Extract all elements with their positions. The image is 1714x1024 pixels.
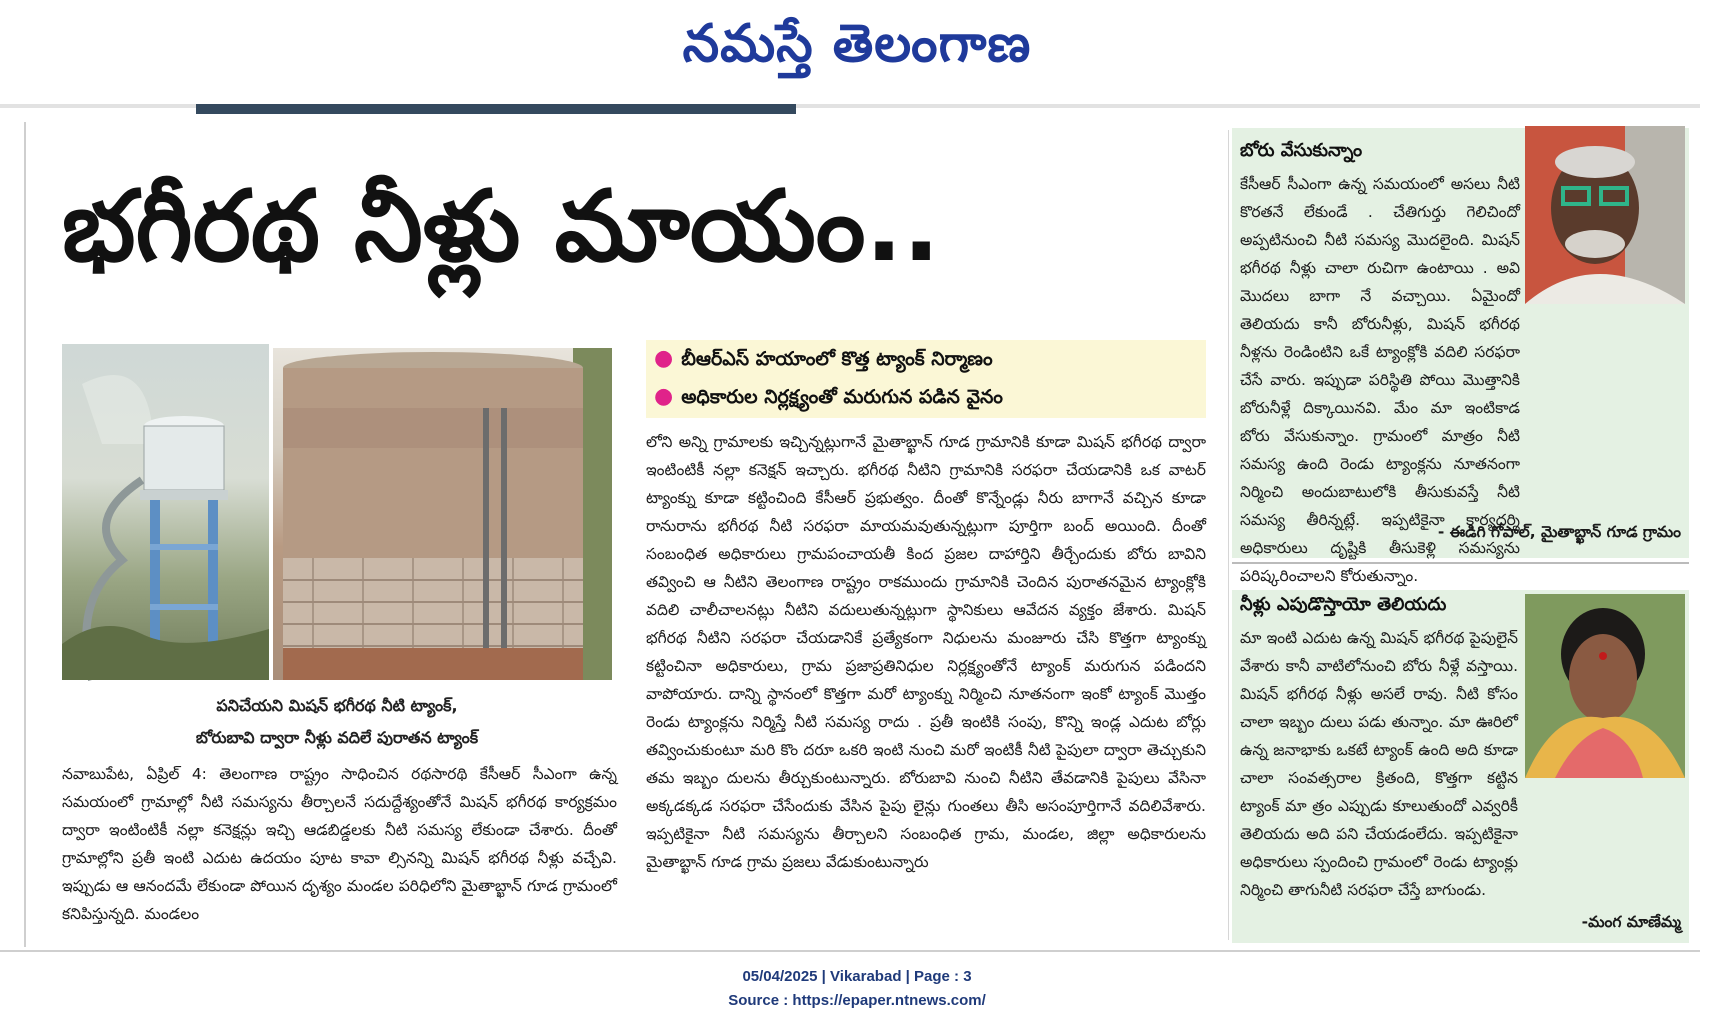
page-footer [0, 965, 1714, 1013]
subheadline-2: ● అధికారుల నిర్లక్ష్యంతో మరుగున పడిన వైనం [654, 384, 1003, 409]
article-body-middle: లోని అన్ని గ్రామాలకు ఇచ్చిన్నట్లుగానే మైతాబ్ఖాన్ గూడ గ్రామానికి కూడా మిషన్ భగీరథ ద్వారా ఇంటింటికీ నల్లా కనెక్షన్ ఇచ్చారు. భగీరథ నీటిని గ్రామానికి సరఫరా చేయడానికి ఒక వాటర్ ట్యాంక్ను కూడా కట్టించింది కేసీఆర్ ప్రభుత్వం. దీంతో కొన్నేండ్లు నీరు బాగానే వచ్చిన కూడా రానురాను భగీరథ నీటి సరఫరా మాయమవుతున్నట్లుగా పూర్తిగా బంద్ అయింది. దీంతో సంబంధిత అధికారులు గ్రామపంచాయతీ కింద ప్రజల దాహార్తిని తీర్చేందుకు బోరు బావిని తవ్వించి ఆ నీటిని తెలంగాణ రాష్ట్రం రాకముందు గ్రామానికి చెందిన పురాతనమైన ట్యాంక్లోకి వదిలి చాలీచాలనట్లు నీటిని వదులుతున్నట్లుగా స్థానికులు ఆవేదన వ్యక్తం జేశారు. మిషన్ భగీరథ నీటిని సరఫరా చేయడానికే ప్రత్యేకంగా నిధులను మంజూరు చేసి కొత్తగా ట్యాంక్ను కట్టించినా అధికారులు, గ్రామ ప్రజాప్రతినిధుల నిర్లక్ష్యంతోనే ట్యాంక్ మరుగున పడిందని వాపోయారు. దాన్ని స్థానంలో కొత్తగా మరో ట్యాంక్ను నిర్మించి నూతనంగా ఇంకో ట్యాంక్ మొత్తం రెండు ట్యాంక్లను నిర్మిస్తే నీటి సమస్య రాదు . ప్రతీ ఇంటికి సంపు, కొన్ని ఇండ్ల ఎదుట బోర్లు తవ్వించుకుంటూ మరి కొం దరూ ఒకరి ఇంటి నుంచి మరో ఇంటికీ నీటి పైపులా ద్వారా తెచ్చుకుని తమ ఇబ్బం దులను తీర్చుకుంటున్నారు. బోరుబావి నుంచి నీటిని తేవడానికి పైపులు వేసినా అక్కడక్కడ సరఫరా చేసేందుకు వేసిన పైపు లైన్లు గుంతలు తీసి అసంపూర్తిగానే వదిలివేశారు. ఇప్పటికైనా నీటి సమస్యను తీర్చాలని సంబంధిత గ్రామ, మండల, జిల్లా అధికారులను మైతాబ్ఖాన్ గూడ గ్రామ ప్రజలు వేడుకుంటున్నారు [646, 433, 1206, 871]
subheadline-box [646, 340, 1206, 418]
portrait-mangamma [1525, 594, 1685, 778]
page-bottom-rule [0, 950, 1700, 952]
portrait-man-illustration [1525, 126, 1685, 304]
subheadline-1: ● బీఆర్ఎస్ హయాంలో కొత్త ట్యాంక్ నిర్మాణం [654, 346, 993, 371]
portrait-gopal [1525, 126, 1685, 304]
bullet-icon: ● [654, 384, 674, 409]
photo-caption [62, 690, 612, 754]
old-tank-illustration [273, 348, 612, 680]
sidebar-separator [1232, 562, 1689, 564]
masthead-accent-bar [196, 104, 796, 114]
left-column-rule [24, 122, 26, 947]
bullet-icon: ● [654, 346, 674, 371]
photo-old-tank [273, 348, 612, 680]
sidebar-body-2-text: మా ఇంటి ఎదుట ఉన్న మిషన్ భగీరథ పైపులైన్ వేశారు కానీ వాటిలోనుంచి బోరు నీళ్లే వస్తాయి. మిషన్ భగీరథ నీళ్లు అసలే రావు. నీటి కోసం చాలా ఇబ్బం దులు పడు తున్నాం. మా ఊరిలో ఉన్న జనాభాకు ఒకటే ట్యాంక్ ఉంది అది కూడా చాలా సంవత్సరాల క్రితంది, కొత్తగా కట్టిన ట్యాంక్ మా త్రం ఎప్పుడు కూలుతుందో ఎవ్వరికీ తెలియదు అది పని చేయడంలేదు. ఇప్పటికైనా అధికారులు స్పందించి గ్రామంలో రెండు ట్యాంక్లు నిర్మించి తాగునీటి సరఫరా చేస్తే బాగుండు. [1240, 629, 1518, 899]
headline: భగీరథ నీళ్లు మాయం.. [62, 170, 940, 284]
footer-date-edition: 05/04/2025 | Vikarabad | Page : 3 [742, 968, 972, 985]
newspaper-logo: నమస్తే తెలంగాణ [682, 14, 1032, 74]
sidebar-heading-1: బోరు వేసుకున్నాం [1240, 140, 1363, 161]
masthead [0, 0, 1714, 84]
sidebar-heading-2: నీళ్లు ఎపుడొస్తాయో తెలియదు [1240, 594, 1447, 615]
sidebar-signature-1: - ఈడిగి గోపాల్, మైతాబ్ఖాన్ గూడ గ్రామం [1437, 523, 1681, 541]
side-column-rule [1228, 130, 1229, 940]
water-tower-illustration [62, 344, 269, 680]
sidebar-body-1a [1240, 170, 1520, 585]
caption-line-2: బోరుబావి ద్వారా నీళ్లు వదిలే పురాతన ట్యాంక్ [195, 728, 479, 747]
sidebar-body-1-text: కేసీఆర్ సీఎంగా ఉన్న సమయంలో అసలు నీటి కొరతనే లేకుండే . చేతిగుర్తు గెలిచిందో అప్పటినుంచి నీటి సమస్య మొదలైంది. మిషన్ భగీరథ నీళ్లు చాలా రుచిగా ఉంటాయి . అవి మొదలు బాగా నే వచ్చాయి. ఏమైందో తెలియదు కానీ బోరునీళ్లు, మిషన్ భగీరథ నీళ్లను రెండింటిని ఒకే ట్యాంక్లోకి వదిలి సరఫరా చేసే వారు. ఇప్పుడా పరిస్థితి పోయి మొత్తానికి బోరునీళ్లే దిక్కాయినవి. మేం మా ఇంటికాడ బోరు వేసుకున్నాం. గ్రామంలో మాత్రం నీటి సమస్య ఉంది రెండు ట్యాంక్లను నూతనంగా నిర్మించి అందుబాటులోకి తీసుకువస్తే నీటి సమస్య తీరిన్నట్లే. ఇప్పటికైనా కార్యదర్శి అధికారులు దృష్టికి తీసుకెళ్లి సమస్యను పరిష్కరించాలని కోరుతున్నాం. [1240, 175, 1520, 585]
footer-source: Source : https://epaper.ntnews.com/ [728, 992, 986, 1009]
sidebar-body-2-upper [1240, 624, 1518, 899]
sidebar-signature-2: -మంగ మాణేమ్మ [1581, 913, 1681, 931]
article-body-left: నవాబుపేట, ఏప్రిల్ 4: తెలంగాణ రాష్ట్రం సాధించిన రథసారథి కేసీఆర్ సీఎంగా ఉన్న సమయంలో గ్రామాల్లో నీటి సమస్యను తీర్చాలనే సదుద్దేశ్యంతోనే మిషన్ భగీరథ కార్యక్రమం ద్వారా ఇంటింటికీ నల్లా కనెక్షన్లు ఇచ్చి ఆడబిడ్డలకు నీటి సమస్య లేకుండా చేశారు. దీంతో గ్రామాల్లోని ప్రతీ ఇంటి ఎదుట ఉదయం పూట కావా ల్సినన్ని మిషన్ భగీరథ నీళ్లు వచ్చేవి. ఇప్పుడు ఆ ఆనందమే లేకుండా పోయిన దృశ్యం మండల పరిధిలోని మైతాబ్ఖాన్ గూడ గ్రామంలో కనిపిస్తున్నది. మండలం [62, 765, 617, 923]
caption-line-1: పనిచేయని మిషన్ భగీరథ నీటి ట్యాంక్, [216, 696, 458, 715]
portrait-woman-illustration [1525, 594, 1685, 778]
photo-mission-bhagiratha-tank [62, 344, 269, 680]
